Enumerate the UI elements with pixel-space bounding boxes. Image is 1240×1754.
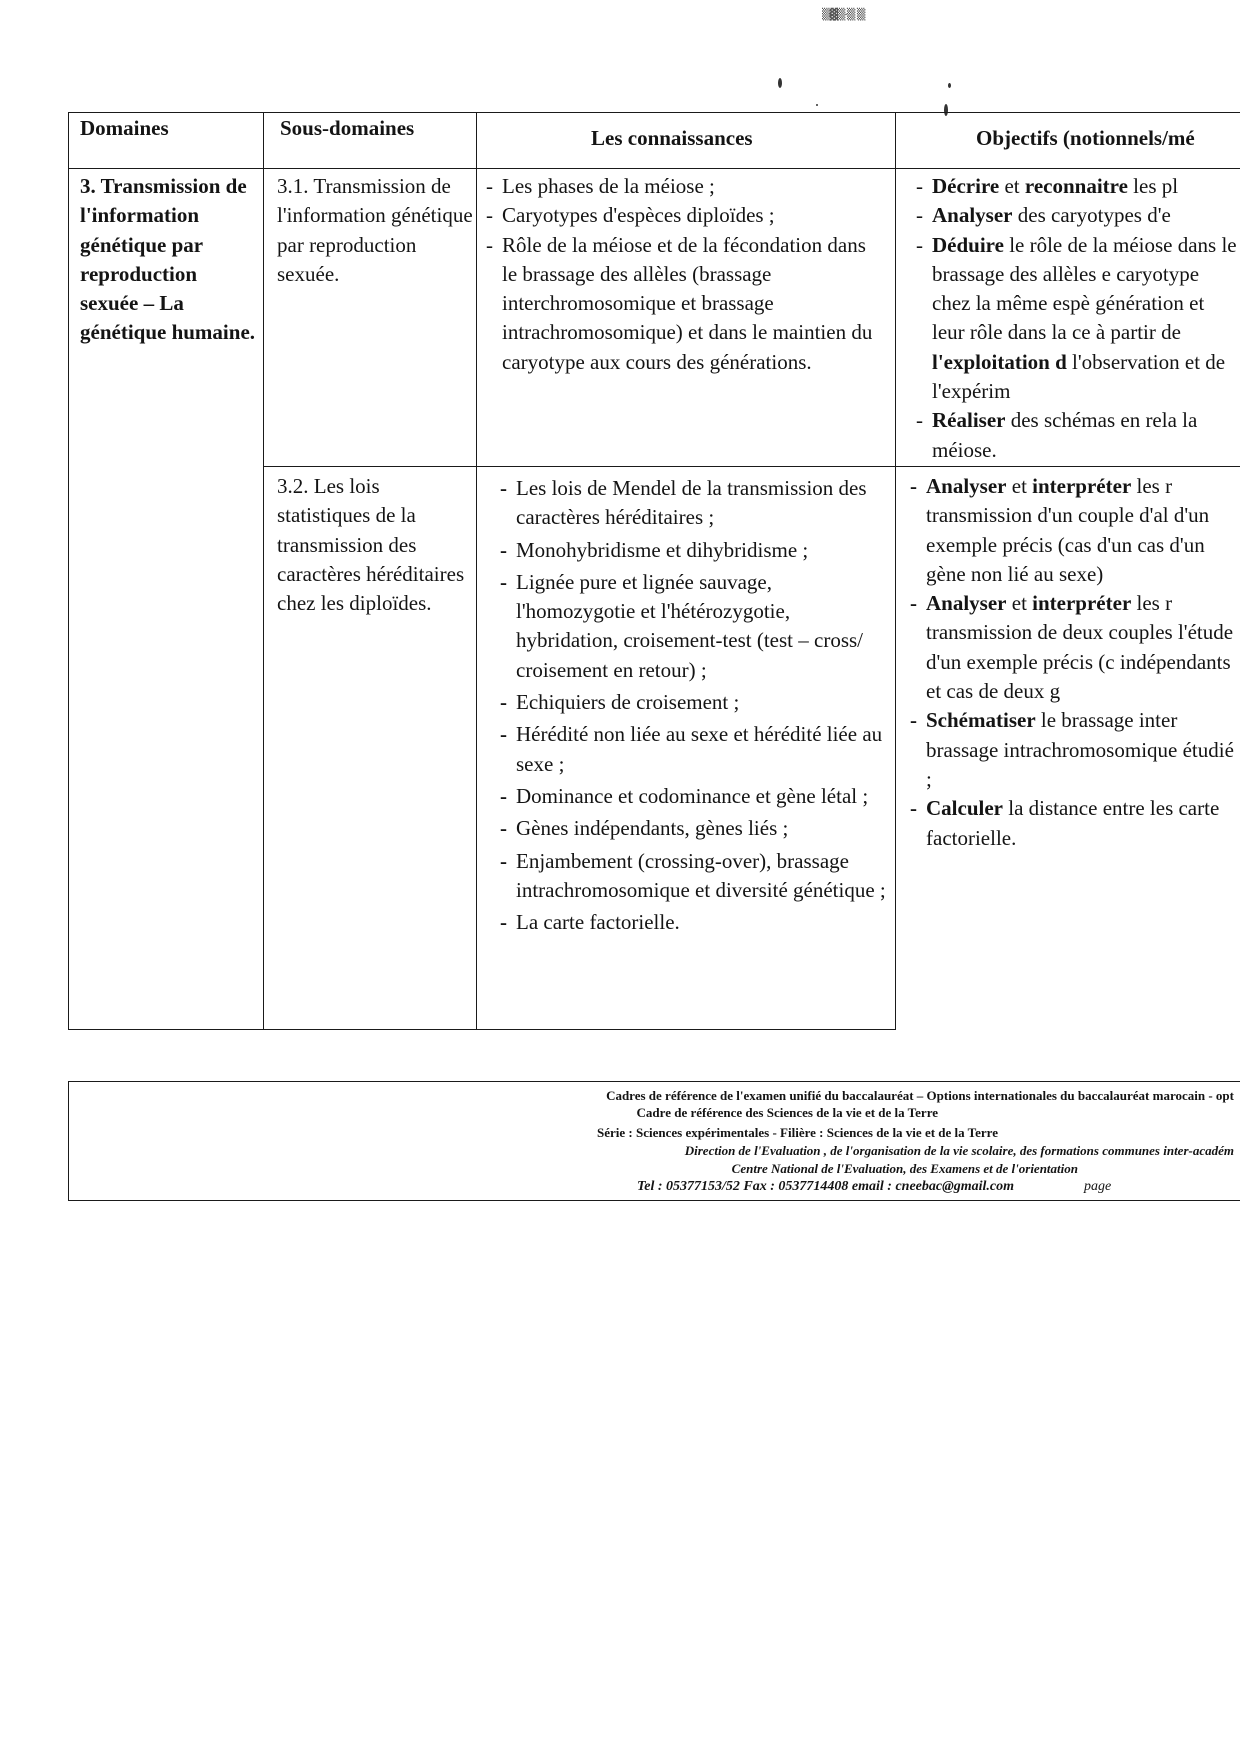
knowledge-item: - Hérédité non liée au sexe et hérédité liée au sexe ; (500, 720, 888, 779)
objective-item: - Déduire le rôle de la méiose dans le brassage des allèles e caryotype chez la même espè génération et leur rôle dans la ce à partir de l'exploitation d l'observation et de l'expérim (916, 231, 1240, 407)
column-divider (895, 112, 896, 1030)
knowledge-item: - Monohybridisme et dihybridisme ; (500, 536, 888, 565)
scan-speck (948, 83, 951, 88)
header-connaissances: Les connaissances (591, 126, 753, 150)
knowledge-item: - Les phases de la méiose ; (486, 172, 886, 201)
table-top-border (68, 112, 1240, 113)
objective-item: - Analyser des caryotypes d'e (916, 201, 1240, 230)
row-divider (263, 466, 1240, 467)
knowledge-item: - Dominance et codominance et gène létal ; (500, 782, 888, 811)
header-sous-domaines: Sous-domaines (280, 116, 415, 140)
objective-item: - Calculer la distance entre les carte factorielle. (910, 794, 1240, 853)
objective-item: - Analyser et interpréter les r transmission d'un couple d'al d'un exemple précis (cas d'un cas d'un gène non lié au sexe) (910, 472, 1240, 589)
domain-title: 3. Transmission de l'information génétique par reproduction sexuée – La génétique humaine. (80, 174, 256, 345)
knowledge-item: - Gènes indépendants, gènes liés ; (500, 814, 888, 843)
footer-line-2: Cadre de référence des Sciences de la vie et de la Terre (636, 1105, 938, 1120)
subdomain-3-2-knowledge (500, 474, 888, 940)
footer-line-5: Centre National de l'Evaluation, des Examens et de l'orientation (731, 1161, 1078, 1176)
header-objectifs: Objectifs (notionnels/mé (976, 126, 1195, 150)
scan-speck (816, 104, 818, 106)
column-divider (476, 112, 477, 1030)
footer-line-4: Direction de l'Evaluation , de l'organisation de la vie scolaire, des formations communes inter-académ (684, 1143, 1234, 1158)
reference-table (68, 112, 1240, 1030)
scan-stamp-mark: ▒▓▒·▒ ▒ (822, 8, 865, 21)
table-left-border (68, 112, 69, 1030)
subdomain-3-1-objectives (916, 172, 1240, 465)
footer-page-label: page (1084, 1179, 1112, 1194)
subdomain-3-2-objectives (910, 472, 1240, 853)
footer-contact: Tel : 05377153/52 Fax : 0537714408 email : cneebac@gmail.com (637, 1179, 1015, 1194)
footer-line-1: Cadres de référence de l'examen unifié du baccalauréat – Options internationales du baccalauréat marocain - opt (606, 1088, 1234, 1103)
footer-box (68, 1081, 1240, 1201)
header-domaines: Domaines (80, 116, 169, 140)
subdomain-3-1-knowledge (486, 172, 886, 377)
objective-item: - Décrire et reconnaitre les pl (916, 172, 1240, 201)
knowledge-item: - Les lois de Mendel de la transmission des caractères héréditaires ; (500, 474, 888, 533)
column-divider (263, 112, 264, 1030)
footer-line-3: Série : Sciences expérimentales - Filière : Sciences de la vie et de la Terre (597, 1125, 998, 1140)
subdomain-3-2-title: 3.2. Les lois statistiques de la transmission des caractères héréditaires chez les diploïdes. (277, 474, 465, 616)
knowledge-item: - Caryotypes d'espèces diploïdes ; (486, 201, 886, 230)
subdomain-3-1-title: 3.1. Transmission de l'information génétique par reproduction sexuée. (277, 174, 473, 286)
footer-contact-line (637, 1179, 1111, 1195)
objective-item: - Schématiser le brassage inter brassage intrachromosomique étudié ; (910, 706, 1240, 794)
objective-item: - Réaliser des schémas en rela la méiose. (916, 406, 1240, 465)
knowledge-item: - Lignée pure et lignée sauvage, l'homozygotie et l'hétérozygotie, hybridation, croisement-test (test – cross/ croisement en retour) ; (500, 568, 888, 685)
knowledge-item: - Enjambement (crossing-over), brassage intrachromosomique et diversité génétique ; (500, 847, 888, 906)
knowledge-item: - La carte factorielle. (500, 908, 888, 937)
scan-speck (778, 78, 782, 88)
table-bottom-border (68, 1029, 895, 1030)
knowledge-item: - Rôle de la méiose et de la fécondation dans le brassage des allèles (brassage interchromosomique et brassage intrachromosomique) et dans le maintien du caryotype aux cours des générations. (486, 231, 886, 377)
knowledge-item: - Echiquiers de croisement ; (500, 688, 888, 717)
objective-item: - Analyser et interpréter les r transmission de deux couples l'étude d'un exemple précis (c indépendants et cas de deux g (910, 589, 1240, 706)
header-bottom-border (68, 168, 1240, 169)
